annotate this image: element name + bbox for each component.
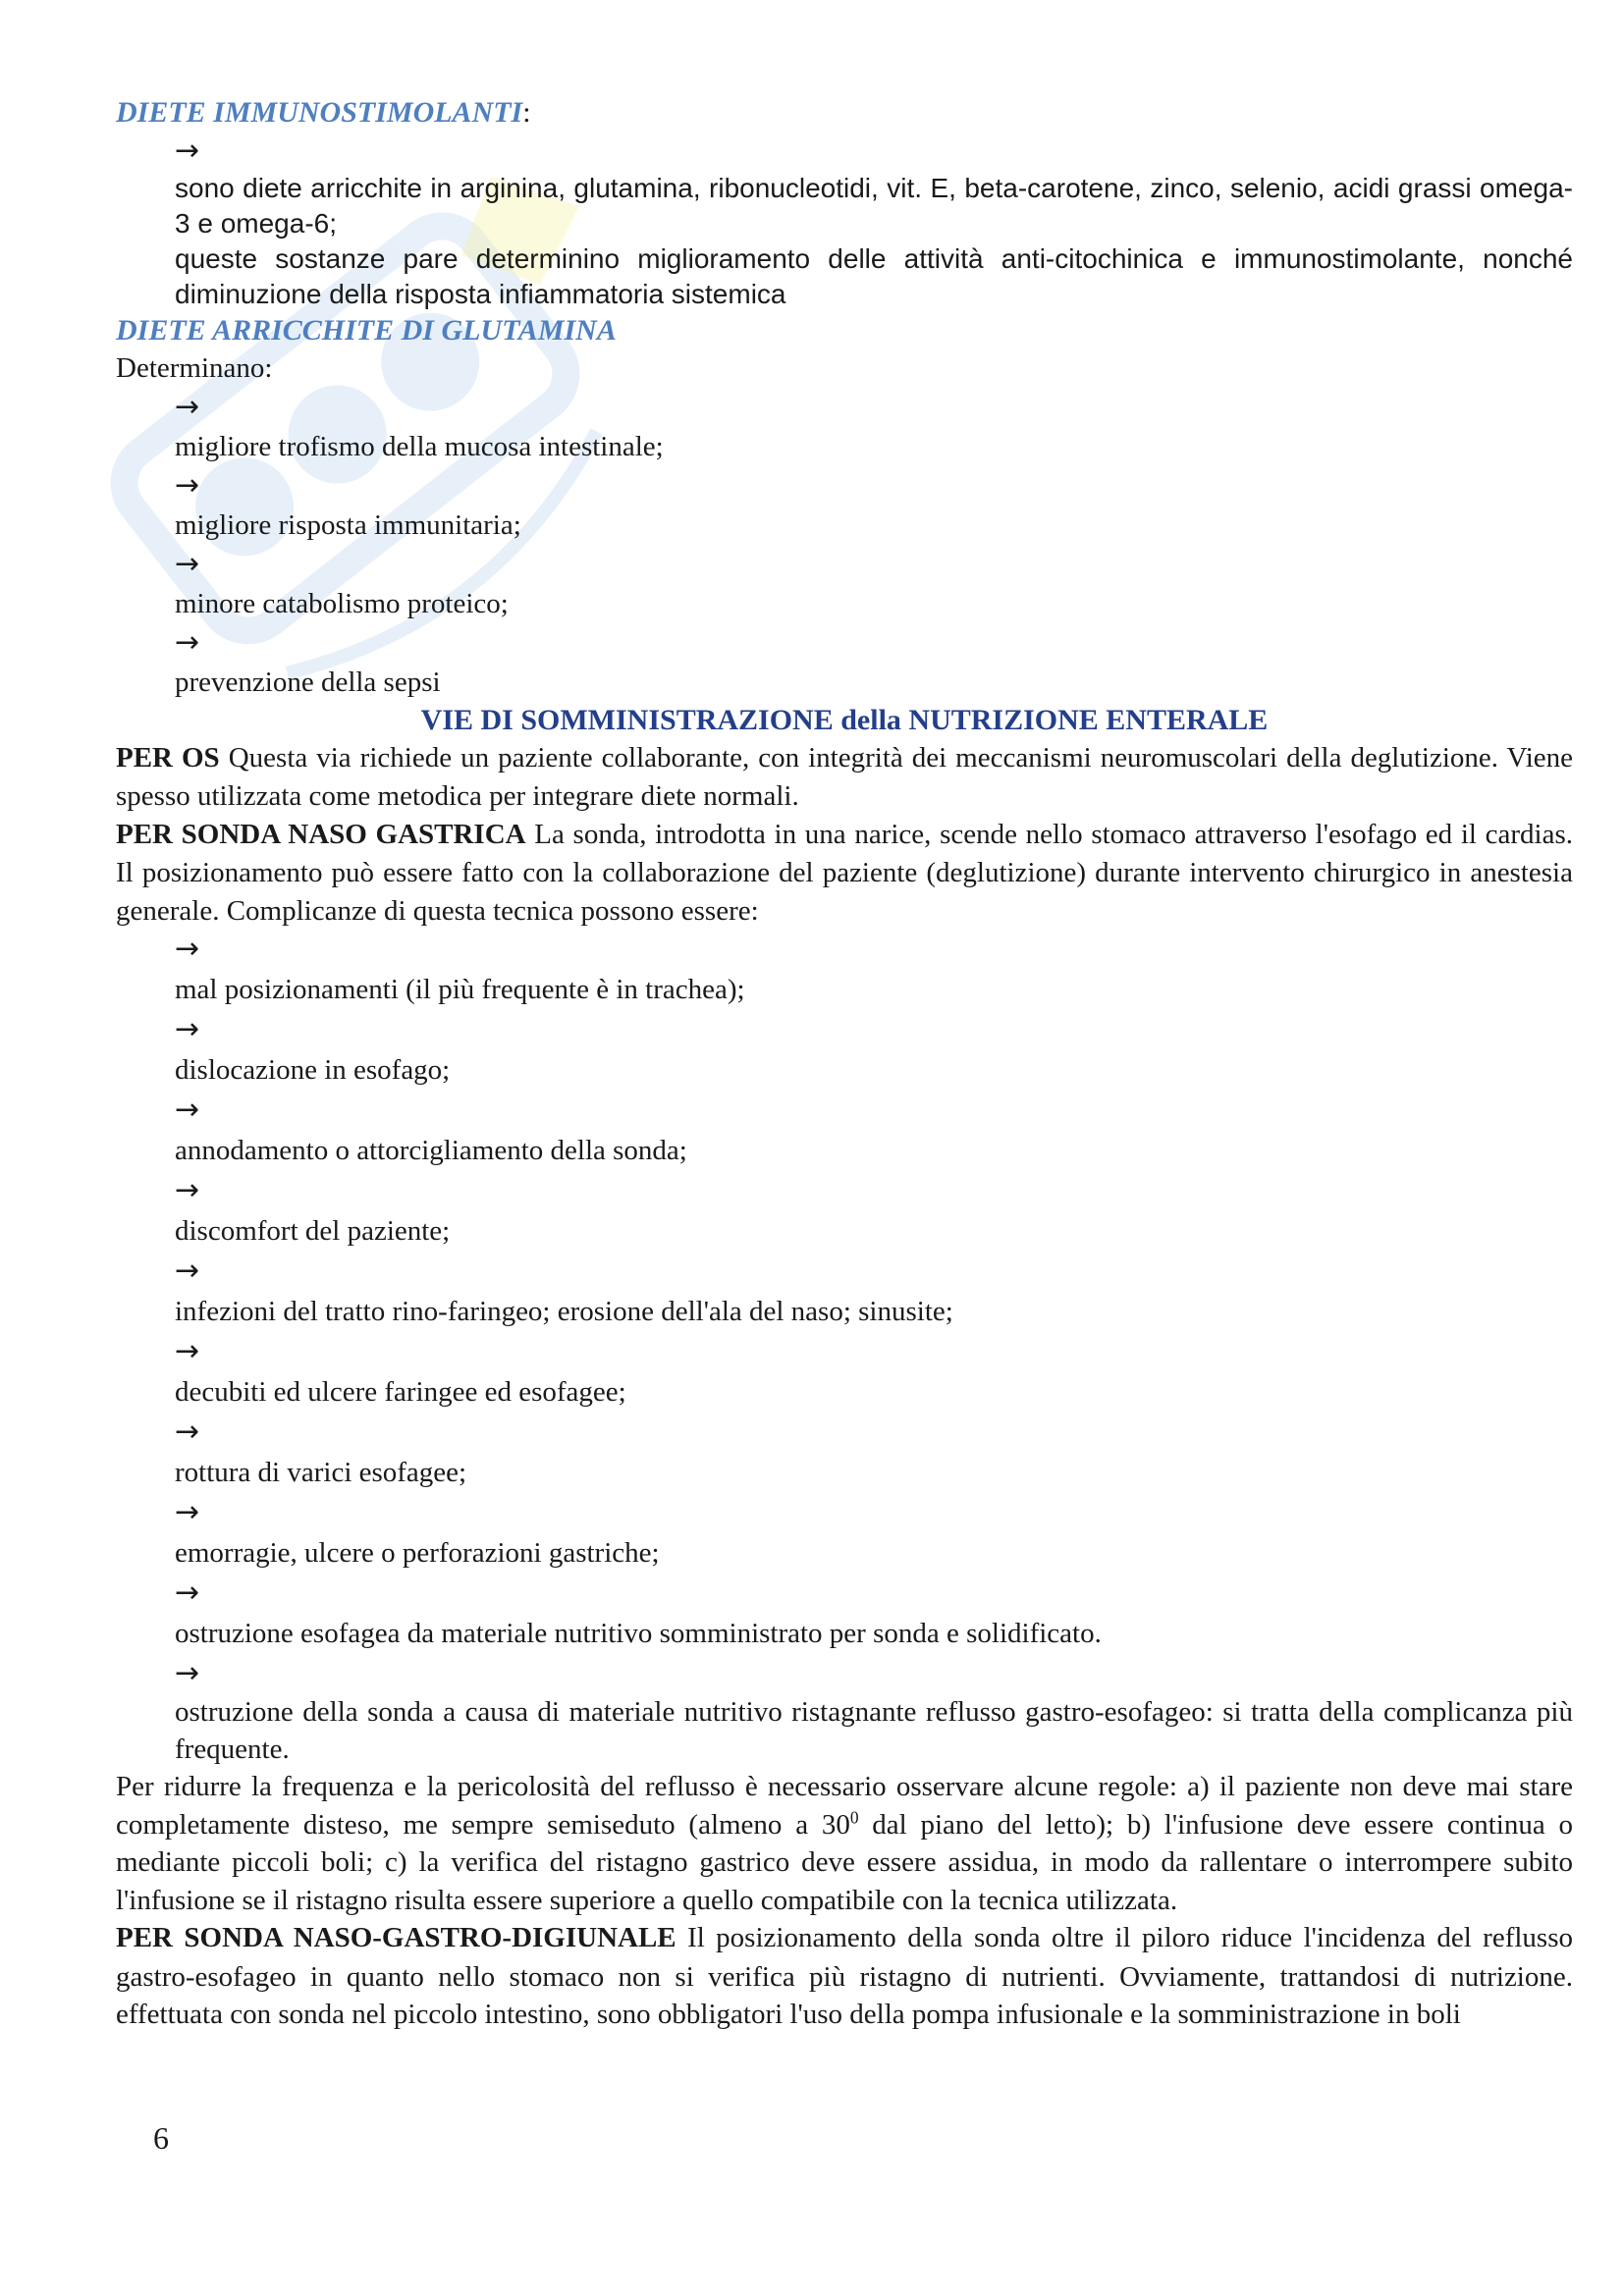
naso-gastrica-lead: PER SONDA NASO GASTRICA: [116, 818, 526, 850]
list-item: [116, 1252, 1573, 1332]
heading-immunostimolanti: [116, 94, 1573, 132]
per-os-lead: PER OS: [116, 741, 220, 774]
naso-digiunale-paragraph: [116, 1919, 1573, 2034]
arrow-icon: →: [175, 1575, 200, 1610]
heading-vie-somministrazione: VIE DI SOMMINISTRAZIONE della NUTRIZIONE ENTERALE: [420, 703, 1269, 736]
heading-glutamina: DIETE ARRICCHITE DI GLUTAMINA: [116, 314, 617, 347]
page-number: 6: [153, 2120, 169, 2156]
list-item: [116, 1010, 1573, 1091]
list-item: [116, 1413, 1573, 1493]
immuno-line-2: queste sostanze pare determinino miglioramento delle attività anti-citochinica e immunostimolante, nonché diminuzione della risposta infiammatoria sistemica: [175, 243, 1573, 309]
list-item-text: rottura di varici esofagee;: [175, 1457, 467, 1488]
list-item: [116, 1493, 1573, 1574]
arrow-icon: →: [175, 546, 200, 581]
per-os-text: Questa via richiede un paziente collaborante, con integrità dei meccanismi neuromuscolari della deglutizione. Viene spesso utilizzata come metodica per integrare diete normali.: [116, 741, 1574, 812]
per-os-paragraph: [116, 739, 1573, 816]
document-page: [116, 94, 1573, 2034]
arrow-icon: →: [175, 1334, 200, 1368]
list-item-text: decubiti ed ulcere faringee ed esofagee;: [175, 1376, 626, 1408]
list-item: [116, 545, 1573, 623]
list-item-text: annodamento o attorcigliamento della sonda;: [175, 1135, 687, 1166]
list-item: [116, 1574, 1573, 1654]
arrow-icon: →: [175, 133, 200, 168]
arrow-icon: →: [175, 624, 200, 660]
immuno-line-1: sono diete arricchite in arginina, glutamina, ribonucleotidi, vit. E, beta-carotene, zinco, selenio, acidi grassi omega-3 e omega-6;: [175, 173, 1573, 239]
naso-gastrica-paragraph: [116, 816, 1573, 931]
immuno-block: [116, 132, 1573, 312]
arrow-icon: →: [175, 932, 200, 966]
arrow-icon: →: [175, 1415, 200, 1449]
naso-gastrica-text: La sonda, introdotta in una narice, scende nello stomaco attraverso l'esofago ed il cardias. Il posizionamento può essere fatto con la collaborazione del paziente (deglutizione) durante intervento chirurgico in anestesia generale. Complicanze di questa tecnica possono essere:: [116, 818, 1574, 927]
glutamina-list: [116, 388, 1573, 702]
list-item-text: prevenzione della sepsi: [175, 666, 441, 698]
arrow-icon: →: [175, 1093, 200, 1127]
reflusso-text-after: dal piano del letto); b) l'infusione deve essere continua o mediante piccoli boli; c) la verifica del ristagno gastrico deve essere assidua, in modo da rallentare o interrompere subito l'infusione se il ristagno risulta essere superiore a quello compatibile con la tecnica utilizzata.: [116, 1808, 1573, 1916]
glutamina-intro: Determinano:: [116, 352, 273, 384]
arrow-icon: →: [175, 1012, 200, 1046]
arrow-icon: →: [175, 467, 200, 503]
list-item: [116, 623, 1573, 702]
naso-digiunale-lead: PER SONDA NASO-GASTRO-DIGIUNALE: [116, 1922, 676, 1953]
list-item: [116, 1332, 1573, 1413]
list-item-text: minore catabolismo proteico;: [175, 587, 509, 619]
list-item-text: dislocazione in esofago;: [175, 1054, 451, 1086]
arrow-icon: →: [175, 1656, 200, 1690]
list-item-text: ostruzione esofagea da materiale nutritivo somministrato per sonda e solidificato.: [175, 1618, 1102, 1649]
list-item-text: emorragie, ulcere o perforazioni gastriche;: [175, 1537, 660, 1569]
list-item: [116, 1091, 1573, 1171]
heading-text: DIETE IMMUNOSTIMOLANTI: [116, 96, 523, 129]
list-item: [116, 466, 1573, 545]
arrow-icon: →: [175, 1254, 200, 1288]
complicanze-list: [116, 930, 1573, 1768]
list-item-text: migliore trofismo della mucosa intestinale;: [175, 430, 664, 462]
list-item: [116, 930, 1573, 1010]
list-item: [116, 1654, 1573, 1768]
list-item: [116, 1171, 1573, 1252]
reflusso-paragraph: [116, 1768, 1573, 1919]
degree-superscript: 0: [849, 1806, 859, 1827]
reflusso-text-before: Per ridurre la frequenza e la pericolosità del reflusso è necessario osservare alcune regole: a) il paziente non deve mai stare completamente disteso, me sempre semiseduto (almeno a 30: [116, 1771, 1573, 1841]
naso-digiunale-text: Il posizionamento della sonda oltre il piloro riduce l'incidenza del reflusso gastro-esofageo in quanto nello stomaco non si verifica più ristagno di nutrienti. Ovviamente, trattandosi di nutrizione. effettuata con sonda nel piccolo intestino, sono obbligatori l'uso della pompa infusionale e la somministrazione in boli: [116, 1922, 1573, 2030]
arrow-icon: →: [175, 389, 200, 424]
heading-colon: :: [522, 96, 531, 129]
list-item: [116, 388, 1573, 466]
list-item-text: mal posizionamenti (il più frequente è in trachea);: [175, 974, 745, 1005]
list-item-text: discomfort del paziente;: [175, 1215, 451, 1247]
list-item-text: infezioni del tratto rino-faringeo; erosione dell'ala del naso; sinusite;: [175, 1296, 953, 1327]
arrow-icon: →: [175, 1495, 200, 1529]
arrow-icon: →: [175, 1173, 200, 1207]
list-item-text: ostruzione della sonda a causa di materiale nutritivo ristagnante reflusso gastro-esofageo: si tratta della complicanza più frequente.: [175, 1696, 1573, 1765]
list-item-text: migliore risposta immunitaria;: [175, 508, 521, 541]
